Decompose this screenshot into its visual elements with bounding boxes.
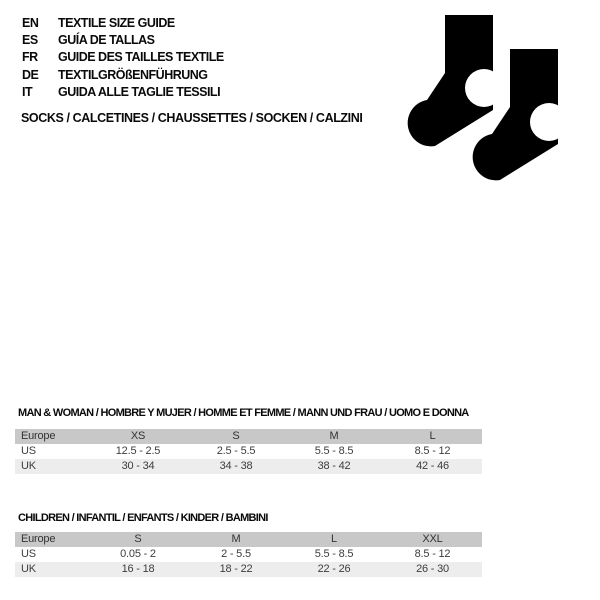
- region-cell: US: [21, 445, 36, 457]
- size-value-cell: 26 - 30: [416, 563, 449, 575]
- column-header-size: S: [232, 430, 240, 442]
- size-value-cell: 42 - 46: [416, 460, 449, 472]
- table-row-us: [15, 547, 482, 562]
- size-value-cell: 5.5 - 8.5: [314, 445, 354, 457]
- language-code: IT: [22, 84, 33, 99]
- region-cell: UK: [21, 460, 36, 472]
- size-table-man-woman: [15, 429, 482, 474]
- size-value-cell: 34 - 38: [219, 460, 253, 472]
- size-value-cell: 8.5 - 12: [414, 445, 451, 457]
- language-label: GUIDE DES TAILLES TEXTILE: [58, 50, 224, 65]
- column-header-size: M: [231, 533, 241, 545]
- category-title: SOCKS / CALCETINES / CHAUSSETTES / SOCKEN / CALZINI: [21, 111, 363, 125]
- language-row-it: [22, 83, 224, 100]
- size-value-cell: 2 - 5.5: [221, 548, 251, 560]
- language-label: TEXTILGRÖßENFÜHRUNG: [58, 67, 208, 82]
- language-label: GUÍA DE TALLAS: [58, 32, 155, 47]
- size-value-cell: 38 - 42: [317, 460, 351, 472]
- column-header-size: M: [329, 430, 339, 442]
- socks-icon: [400, 0, 600, 200]
- language-label: TEXTILE SIZE GUIDE: [58, 15, 175, 30]
- column-header-size: L: [331, 533, 337, 545]
- size-value-cell: 30 - 34: [121, 460, 155, 472]
- column-header-size: XS: [130, 430, 146, 442]
- table-header-row: [15, 429, 482, 444]
- size-value-cell: 12.5 - 2.5: [115, 445, 161, 457]
- language-list: [22, 14, 224, 100]
- table-row-uk: [15, 562, 482, 577]
- language-row-fr: [22, 49, 224, 66]
- region-cell: US: [21, 548, 36, 560]
- language-row-es: [22, 31, 224, 48]
- region-cell: UK: [21, 563, 36, 575]
- table-header-row: [15, 532, 482, 547]
- column-header-region: Europe: [21, 430, 56, 442]
- language-code: FR: [22, 50, 38, 65]
- size-value-cell: 18 - 22: [219, 563, 253, 575]
- size-value-cell: 16 - 18: [121, 563, 155, 575]
- size-value-cell: 0.05 - 2: [120, 548, 156, 560]
- table-row-us: [15, 444, 482, 459]
- table-title-man-woman: MAN & WOMAN / HOMBRE Y MUJER / HOMME ET FEMME / MANN UND FRAU / UOMO E DONNA: [18, 407, 469, 419]
- column-header-size: L: [429, 430, 436, 442]
- size-value-cell: 8.5 - 12: [414, 548, 451, 560]
- language-label: GUIDA ALLE TAGLIE TESSILI: [58, 84, 221, 99]
- language-code: DE: [22, 67, 39, 82]
- table-title-children: CHILDREN / INFANTIL / ENFANTS / KINDER / BAMBINI: [18, 512, 268, 524]
- table-row-uk: [15, 459, 482, 474]
- language-row-de: [22, 66, 224, 83]
- language-code: EN: [22, 15, 39, 30]
- size-value-cell: 2.5 - 5.5: [216, 445, 256, 457]
- size-value-cell: 5.5 - 8.5: [314, 548, 354, 560]
- size-value-cell: 22 - 26: [317, 563, 351, 575]
- column-header-region: Europe: [21, 533, 56, 545]
- language-row-en: [22, 14, 224, 31]
- size-table-children: [15, 532, 482, 577]
- column-header-size: XXL: [422, 533, 443, 545]
- column-header-size: S: [134, 533, 142, 545]
- sock-left-icon: [408, 15, 503, 146]
- language-code: ES: [22, 32, 38, 47]
